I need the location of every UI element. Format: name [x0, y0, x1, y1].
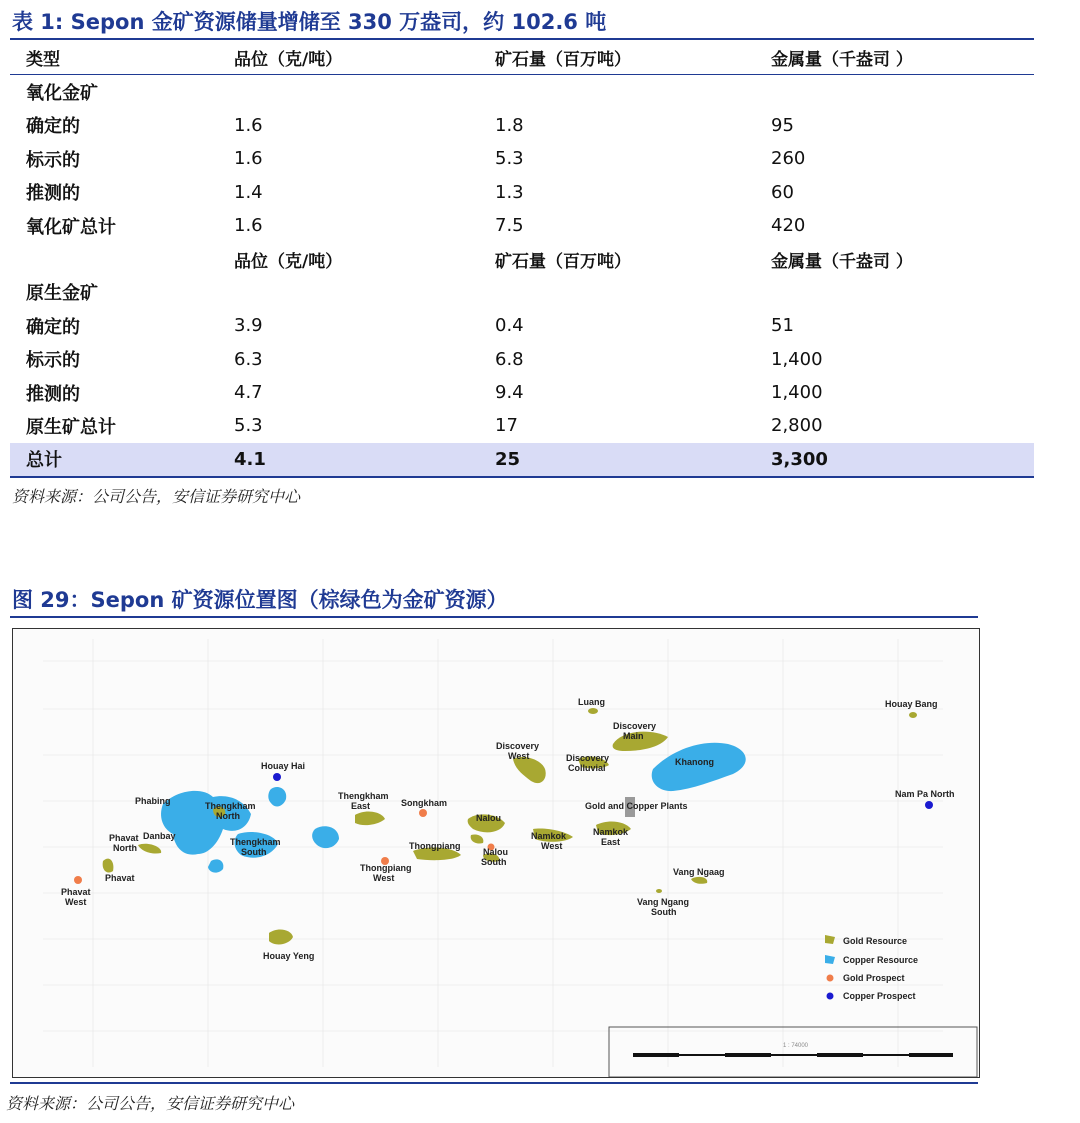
row-ore: 17	[495, 415, 518, 437]
resource-map	[12, 628, 980, 1078]
label-discovery-main-2: Main	[623, 731, 644, 741]
row-ore: 9.4	[495, 382, 524, 404]
gold-prospect-songkham	[419, 809, 427, 817]
row-metal: 95	[771, 114, 794, 136]
row-metal: 60	[771, 181, 794, 203]
section-row	[10, 75, 1034, 109]
total-metal: 3,300	[755, 443, 1034, 477]
title-rule	[10, 38, 1034, 40]
row-grade: 5.3	[234, 415, 263, 437]
section-row	[10, 276, 1034, 309]
total-grade: 4.1	[218, 443, 479, 477]
label-namkok-west-1: Namkok	[531, 831, 567, 841]
gold-resource-luang	[588, 708, 598, 714]
label-nam-pa-north: Nam Pa North	[895, 789, 955, 799]
copper-resource-houay-hai	[268, 787, 286, 806]
table-header-row	[10, 41, 1034, 75]
header-grade: 品位（克/吨）	[218, 41, 479, 75]
label-nalou-south-1: Nalou	[483, 847, 509, 857]
figure-title-rule	[10, 616, 978, 618]
gold-resource-vang-ngang-south	[656, 889, 662, 893]
label-thengkham-south-2: South	[241, 847, 267, 857]
label-discovery-colluvial-2: Colluvial	[568, 763, 606, 773]
label-discovery-colluvial-1: Discovery	[566, 753, 610, 763]
row-type: 氧化矿总计	[26, 216, 116, 238]
header-type: 类型	[10, 41, 218, 75]
section-oxide: 氧化金矿	[26, 83, 98, 105]
scale-text: 1 : 74000	[783, 1043, 809, 1049]
resource-table	[10, 41, 1034, 478]
row-metal: 420	[771, 215, 806, 237]
row-ore: 7.5	[495, 215, 524, 237]
gold-resource-houay-bang	[909, 712, 917, 718]
gold-prospect-phavat-west	[74, 876, 82, 884]
row-type: 推测的	[26, 183, 80, 205]
gold-resource-phavat	[103, 859, 114, 873]
header-ore: 矿石量（百万吨）	[479, 41, 755, 75]
legend-copper-prospect: Copper Prospect	[843, 991, 916, 1001]
label-thengkham-north-1: Thengkham	[205, 801, 256, 811]
label-vang-ngang-south-1: Vang Ngang	[637, 897, 690, 907]
row-metal: 2,800	[771, 415, 823, 437]
row-grade: 1.6	[234, 114, 263, 136]
copper-resource-thengkham-south-2	[208, 859, 223, 872]
row-type: 标示的	[26, 149, 80, 171]
label-houay-bang: Houay Bang	[885, 699, 938, 709]
figure-bottom-rule	[10, 1082, 978, 1084]
gold-resource-vang-ngaag	[691, 877, 707, 884]
label-thongpiang-west-1: Thongpiang	[360, 863, 412, 873]
label-discovery-west-2: West	[508, 751, 530, 761]
label-namkok-east-2: East	[601, 837, 621, 847]
row-type: 标示的	[26, 350, 80, 372]
figure-title: 图 29：Sepon 矿资源位置图（棕绿色为金矿资源）	[12, 588, 508, 612]
label-nalou-south-2: South	[481, 857, 507, 867]
label-thengkham-south-1: Thengkham	[230, 837, 281, 847]
row-type: 确定的	[26, 116, 80, 138]
row-grade: 4.7	[234, 382, 263, 404]
label-danbay: Danbay	[143, 831, 176, 841]
table-row	[10, 209, 1034, 242]
label-phavat-west-2: West	[65, 897, 87, 907]
row-ore: 5.3	[495, 148, 524, 170]
label-houay-yeng: Houay Yeng	[263, 951, 315, 961]
table-row	[10, 309, 1034, 342]
label-thongpiang-west-2: West	[373, 873, 395, 883]
label-thengkham-north-2: North	[216, 811, 240, 821]
label-namkok-west-2: West	[541, 841, 563, 851]
subheader-row	[10, 242, 1034, 275]
gold-resource-nalou-2	[471, 834, 484, 843]
table-source: 资料来源：公司公告，安信证券研究中心	[12, 487, 301, 506]
label-phavat-west-1: Phavat	[61, 887, 91, 897]
table-row	[10, 142, 1034, 175]
section-primary: 原生金矿	[26, 283, 98, 305]
table-row	[10, 176, 1034, 209]
subheader-metal: 金属量（千盎司 ）	[771, 251, 913, 272]
table-row	[10, 343, 1034, 376]
subheader-grade: 品位（克/吨）	[234, 251, 343, 272]
map-canvas	[13, 629, 979, 1077]
scale-box	[609, 1027, 977, 1077]
label-phavat-north-1: Phavat	[109, 833, 139, 843]
row-grade: 6.3	[234, 348, 263, 370]
row-grade: 1.6	[234, 215, 263, 237]
legend-copper-resource-icon	[825, 955, 835, 964]
row-grade: 3.9	[234, 315, 263, 337]
label-phabing: Phabing	[135, 796, 171, 806]
label-luang: Luang	[578, 697, 605, 707]
row-ore: 0.4	[495, 315, 524, 337]
table-row	[10, 376, 1034, 409]
copper-prospect-nam-pa-north	[925, 801, 933, 809]
label-namkok-east-1: Namkok	[593, 827, 629, 837]
header-metal: 金属量（千盎司 ）	[755, 41, 1034, 75]
label-nalou: Nalou	[476, 813, 502, 823]
label-gold-copper-plants: Gold and Copper Plants	[585, 801, 688, 811]
legend-gold-prospect-icon	[827, 975, 834, 982]
row-ore: 1.3	[495, 181, 524, 203]
gold-resource-danbay	[138, 844, 161, 854]
row-metal: 51	[771, 315, 794, 337]
label-houay-hai: Houay Hai	[261, 761, 306, 771]
figure-source: 资料来源：公司公告，安信证券研究中心	[6, 1094, 295, 1113]
total-ore: 25	[479, 443, 755, 477]
row-type: 原生矿总计	[26, 416, 116, 438]
row-metal: 1,400	[771, 382, 823, 404]
legend-gold-resource-icon	[825, 935, 835, 944]
row-type: 推测的	[26, 383, 80, 405]
legend-copper-resource: Copper Resource	[843, 955, 919, 965]
label-khanong: Khanong	[675, 757, 714, 767]
legend-gold-prospect: Gold Prospect	[843, 973, 905, 983]
gold-resource-houay-yeng	[269, 930, 293, 945]
label-thengkham-east-2: East	[351, 801, 371, 811]
copper-prospect-houay-hai	[273, 773, 281, 781]
gold-resource-thengkham-east	[355, 812, 385, 826]
label-phavat: Phavat	[105, 873, 135, 883]
label-discovery-main-1: Discovery	[613, 721, 657, 731]
legend-gold-resource: Gold Resource	[843, 936, 908, 946]
label-discovery-west-1: Discovery	[496, 741, 540, 751]
label-vang-ngaag: Vang Ngaag	[673, 867, 725, 877]
table-row	[10, 409, 1034, 442]
row-metal: 260	[771, 148, 806, 170]
row-type: 确定的	[26, 316, 80, 338]
row-ore: 6.8	[495, 348, 524, 370]
map-legend	[825, 935, 918, 1001]
table-title: 表 1: Sepon 金矿资源储量增储至 330 万盎司，约 102.6 吨	[12, 10, 607, 34]
label-phavat-north-2: North	[113, 843, 137, 853]
row-ore: 1.8	[495, 114, 524, 136]
row-grade: 1.6	[234, 148, 263, 170]
copper-resource-central	[312, 826, 339, 848]
label-songkham: Songkham	[401, 798, 448, 808]
row-grade: 1.4	[234, 181, 263, 203]
label-thengkham-east-1: Thengkham	[338, 791, 389, 801]
total-type: 总计	[10, 443, 218, 477]
label-thongpiang: Thongpiang	[409, 841, 461, 851]
legend-copper-prospect-icon	[827, 993, 834, 1000]
table-row	[10, 109, 1034, 142]
label-vang-ngang-south-2: South	[651, 907, 677, 917]
row-metal: 1,400	[771, 348, 823, 370]
total-row	[10, 443, 1034, 477]
subheader-ore: 矿石量（百万吨）	[495, 251, 631, 272]
